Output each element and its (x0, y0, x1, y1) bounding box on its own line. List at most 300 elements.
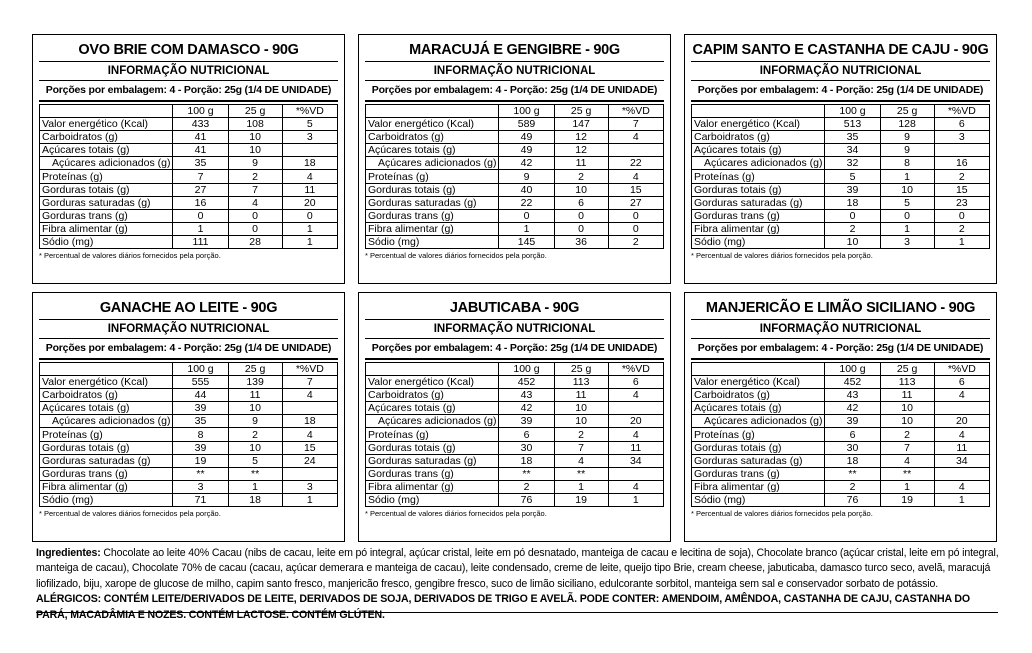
table-row (692, 157, 990, 170)
nutrient-value (282, 467, 337, 480)
nutrient-value: 5 (880, 196, 934, 209)
nutrient-value: 7 (554, 441, 608, 454)
nutrient-value: 4 (228, 196, 282, 209)
nutrient-label: Gorduras trans (g) (366, 209, 499, 222)
table-header-row (366, 105, 664, 118)
nutrient-label: Açúcares totais (g) (366, 144, 499, 157)
nutrient-label: Gorduras trans (g) (692, 467, 825, 480)
table-row (692, 209, 990, 222)
nutrient-value: 9 (880, 144, 934, 157)
table-row (40, 209, 338, 222)
nutrient-value: 39 (173, 402, 228, 415)
nutrient-value: 34 (608, 454, 663, 467)
table-row (40, 402, 338, 415)
nutrient-value: 6 (554, 196, 608, 209)
nutrient-value: 11 (608, 441, 663, 454)
table-row (40, 131, 338, 144)
nutrient-label: Carboidratos (g) (692, 389, 825, 402)
nutrient-value: 1 (934, 493, 989, 506)
table-row (692, 415, 990, 428)
table-row (366, 376, 664, 389)
table-row (692, 196, 990, 209)
nutrient-value: 12 (554, 131, 608, 144)
nutrient-value: 11 (228, 389, 282, 402)
nutrient-label: Fibra alimentar (g) (366, 480, 499, 493)
nutrient-label: Gorduras totais (g) (40, 183, 173, 196)
nutrient-value: 1 (282, 222, 337, 235)
info-heading: INFORMAÇÃO NUTRICIONAL (39, 62, 338, 81)
nutrient-value: 111 (173, 235, 228, 248)
nutrient-value: 9 (880, 131, 934, 144)
nutrition-panel (32, 292, 345, 542)
nutrient-value: 0 (554, 222, 608, 235)
nutrient-label: Gorduras saturadas (g) (40, 454, 173, 467)
nutrient-value: ** (554, 467, 608, 480)
nutrient-value: 555 (173, 376, 228, 389)
table-row (366, 235, 664, 248)
nutrient-value: 0 (608, 222, 663, 235)
table-row (366, 131, 664, 144)
nutrient-label: Gorduras totais (g) (366, 441, 499, 454)
nutrient-value: 34 (825, 144, 880, 157)
nutrient-value: 4 (282, 389, 337, 402)
portions-line: Porções por embalagem: 4 - Porção: 25g (1/4 DE UNIDADE) (365, 339, 664, 360)
nutrient-value: 5 (825, 170, 880, 183)
nutrient-value: 2 (825, 222, 880, 235)
nutrient-value: 35 (173, 415, 228, 428)
nutrient-value: 0 (825, 209, 880, 222)
nutrient-value: 43 (499, 389, 554, 402)
nutrient-value: 1 (880, 222, 934, 235)
nutrient-label: Gorduras totais (g) (692, 183, 825, 196)
nutrient-value: 10 (228, 144, 282, 157)
nutrient-value: 433 (173, 118, 228, 131)
nutrient-label: Carboidratos (g) (692, 131, 825, 144)
nutrient-label: Gorduras trans (g) (40, 209, 173, 222)
table-row (366, 118, 664, 131)
nutrient-value: 6 (825, 428, 880, 441)
nutrient-value: 10 (554, 415, 608, 428)
nutrient-value: 10 (825, 235, 880, 248)
nutrient-label: Fibra alimentar (g) (692, 222, 825, 235)
table-row (692, 118, 990, 131)
table-header-row (366, 363, 664, 376)
nutrient-value: 4 (934, 428, 989, 441)
column-header: 100 g (173, 105, 228, 118)
table-row (40, 493, 338, 506)
nutrient-value: 10 (228, 402, 282, 415)
nutrient-value: ** (825, 467, 880, 480)
nutrient-label: Valor energético (Kcal) (40, 376, 173, 389)
nutrient-label: Valor energético (Kcal) (692, 118, 825, 131)
nutrient-value: 108 (228, 118, 282, 131)
nutrient-label: Açúcares adicionados (g) (366, 157, 499, 170)
nutrient-label: Proteínas (g) (692, 428, 825, 441)
ingredients-label: Ingredientes: (36, 547, 101, 559)
nutrient-value: 39 (825, 183, 880, 196)
bottom-divider (36, 612, 998, 613)
table-row (366, 467, 664, 480)
nutrient-value: 4 (608, 480, 663, 493)
table-row (692, 222, 990, 235)
nutrient-label: Sódio (mg) (366, 493, 499, 506)
footnote: * Percentual de valores diários fornecidos pela porção. (39, 509, 221, 519)
nutrient-label: Açúcares adicionados (g) (692, 157, 825, 170)
column-header: 100 g (499, 363, 554, 376)
table-row (40, 118, 338, 131)
nutrient-value: 15 (608, 183, 663, 196)
nutrient-value: 7 (608, 118, 663, 131)
column-header: *%VD (934, 105, 989, 118)
column-header: 100 g (499, 105, 554, 118)
nutrient-label: Sódio (mg) (40, 235, 173, 248)
footnote: * Percentual de valores diários fornecidos pela porção. (365, 251, 547, 261)
nutrient-value (608, 467, 663, 480)
nutrient-label: Proteínas (g) (40, 170, 173, 183)
column-header: 25 g (228, 105, 282, 118)
nutrient-value: 10 (228, 131, 282, 144)
table-row (366, 441, 664, 454)
nutrition-table (39, 104, 338, 249)
nutrient-value: 40 (499, 183, 554, 196)
nutrient-value: 5 (282, 118, 337, 131)
nutrient-label: Gorduras saturadas (g) (366, 454, 499, 467)
nutrient-value (282, 402, 337, 415)
table-row (692, 441, 990, 454)
nutrient-label: Carboidratos (g) (366, 389, 499, 402)
nutrient-label: Proteínas (g) (366, 428, 499, 441)
nutrient-value: 19 (173, 454, 228, 467)
table-header-row (40, 105, 338, 118)
nutrient-value: 11 (934, 441, 989, 454)
nutrient-value: ** (880, 467, 934, 480)
nutrient-label: Fibra alimentar (g) (40, 222, 173, 235)
nutrient-value: 11 (282, 183, 337, 196)
nutrient-value: 0 (173, 209, 228, 222)
allergens-text: ALÉRGICOS: CONTÉM LEITE/DERIVADOS DE LEITE, DERIVADOS DE SOJA, DERIVADOS DE TRIGO E AVELÃ. PODE CONTER: AMENDOIM, AMÊNDOA, CASTANHA DE CAJU, CASTANHA DO PARÁ, MACADÂMIA E NOZES. CONTÉM LACTOSE. CONTÉM GLÚTEN. (36, 593, 971, 621)
table-row (40, 454, 338, 467)
nutrient-label: Valor energético (Kcal) (40, 118, 173, 131)
nutrient-value: 71 (173, 493, 228, 506)
ingredients-text: Chocolate ao leite 40% Cacau (nibs de cacau, leite em pó integral, açúcar cristal, leite em pó desnatado, manteiga de cacau e lecitina de soja), Chocolate branco (açúcar cristal, leite em pó integral, manteiga de cacau), Chocolate 70% de cacau (cacau, açúcar demerara e manteiga de cacau), leite condensado, creme de leite, queijo tipo Brie, cream cheese, jabuticaba, damasco turco seco, avelã, maracujá liofilizado, biju, xarope de glucose de milho, capim santo fresco, manjericão fresco, gengibre fresco, suco de limão siciliano, edulcorante sorbitol, manteiga sem sal e conservador sorbato de potássio. (36, 547, 999, 590)
nutrition-panel (32, 34, 345, 284)
nutrient-value: 3 (282, 131, 337, 144)
table-row (366, 183, 664, 196)
nutrient-value: 19 (554, 493, 608, 506)
table-row (366, 415, 664, 428)
nutrient-value: 20 (934, 415, 989, 428)
nutrient-value: 4 (608, 131, 663, 144)
portions-line: Porções por embalagem: 4 - Porção: 25g (1/4 DE UNIDADE) (39, 339, 338, 360)
nutrient-label: Gorduras saturadas (g) (692, 454, 825, 467)
nutrient-label: Gorduras saturadas (g) (366, 196, 499, 209)
table-row (40, 144, 338, 157)
nutrient-label: Açúcares adicionados (g) (692, 415, 825, 428)
nutrient-value: 1 (282, 493, 337, 506)
nutrient-value: 10 (554, 402, 608, 415)
table-row (40, 235, 338, 248)
table-row (692, 376, 990, 389)
nutrition-panel (358, 34, 671, 284)
nutrient-value: 589 (499, 118, 554, 131)
nutrient-label: Gorduras saturadas (g) (692, 196, 825, 209)
nutrient-label: Sódio (mg) (366, 235, 499, 248)
table-row (692, 170, 990, 183)
table-row (40, 170, 338, 183)
table-row (366, 454, 664, 467)
nutrient-label: Gorduras totais (g) (366, 183, 499, 196)
column-header: *%VD (282, 363, 337, 376)
nutrient-value: 7 (282, 376, 337, 389)
table-row (366, 196, 664, 209)
nutrient-value (934, 144, 989, 157)
column-header (366, 363, 499, 376)
nutrient-value: 15 (934, 183, 989, 196)
nutrient-value: 3 (934, 131, 989, 144)
info-heading: INFORMAÇÃO NUTRICIONAL (365, 62, 664, 81)
nutrient-value: 76 (499, 493, 554, 506)
nutrient-value: 113 (554, 376, 608, 389)
table-row (40, 196, 338, 209)
nutrient-value: 7 (228, 183, 282, 196)
nutrient-label: Fibra alimentar (g) (692, 480, 825, 493)
table-row (40, 415, 338, 428)
nutrition-table (365, 104, 664, 249)
nutrient-label: Proteínas (g) (692, 170, 825, 183)
nutrition-table (39, 362, 338, 507)
nutrient-value: ** (228, 467, 282, 480)
table-row (366, 222, 664, 235)
table-row (40, 441, 338, 454)
nutrient-label: Carboidratos (g) (40, 389, 173, 402)
table-row (40, 183, 338, 196)
nutrient-value: 3 (282, 480, 337, 493)
column-header (366, 105, 499, 118)
nutrient-value: 1 (499, 222, 554, 235)
column-header (40, 105, 173, 118)
nutrient-value: 4 (880, 454, 934, 467)
nutrient-value: 10 (228, 441, 282, 454)
table-row (692, 428, 990, 441)
nutrient-value: 4 (554, 454, 608, 467)
nutrient-value: 2 (554, 170, 608, 183)
product-title: OVO BRIE COM DAMASCO - 90G (39, 39, 338, 62)
table-row (692, 467, 990, 480)
nutrient-label: Gorduras totais (g) (692, 441, 825, 454)
table-row (40, 389, 338, 402)
table-row (366, 209, 664, 222)
table-row (366, 144, 664, 157)
nutrient-value: 18 (499, 454, 554, 467)
nutrient-value: 128 (880, 118, 934, 131)
column-header: *%VD (934, 363, 989, 376)
nutrient-value: 28 (228, 235, 282, 248)
nutrient-value: 2 (825, 480, 880, 493)
nutrient-value: 2 (934, 222, 989, 235)
nutrient-value: 139 (228, 376, 282, 389)
table-row (692, 480, 990, 493)
portions-line: Porções por embalagem: 4 - Porção: 25g (1/4 DE UNIDADE) (365, 81, 664, 102)
nutrient-value: 0 (282, 209, 337, 222)
portions-line: Porções por embalagem: 4 - Porção: 25g (1/4 DE UNIDADE) (39, 81, 338, 102)
table-row (692, 454, 990, 467)
nutrient-label: Proteínas (g) (40, 428, 173, 441)
nutrient-label: Sódio (mg) (692, 235, 825, 248)
nutrient-value: 34 (934, 454, 989, 467)
nutrient-value: 42 (499, 402, 554, 415)
nutrient-value: 113 (880, 376, 934, 389)
nutrient-value: 0 (880, 209, 934, 222)
nutrient-label: Açúcares adicionados (g) (40, 157, 173, 170)
nutrient-value (934, 467, 989, 480)
nutrient-value: 39 (825, 415, 880, 428)
nutrient-label: Valor energético (Kcal) (366, 118, 499, 131)
nutrient-value: 10 (880, 402, 934, 415)
table-row (40, 222, 338, 235)
nutrient-value: 10 (880, 415, 934, 428)
info-heading: INFORMAÇÃO NUTRICIONAL (39, 320, 338, 339)
nutrient-value: 2 (934, 170, 989, 183)
nutrient-value: 18 (282, 415, 337, 428)
portions-line: Porções por embalagem: 4 - Porção: 25g (1/4 DE UNIDADE) (691, 339, 990, 360)
nutrient-label: Açúcares totais (g) (692, 144, 825, 157)
table-row (366, 402, 664, 415)
product-title: JABUTICABA - 90G (365, 297, 664, 320)
product-title: MARACUJÁ E GENGIBRE - 90G (365, 39, 664, 62)
column-header: *%VD (282, 105, 337, 118)
nutrient-value: 42 (499, 157, 554, 170)
footnote: * Percentual de valores diários fornecidos pela porção. (39, 251, 221, 261)
product-title: MANJERICÃO E LIMÃO SICILIANO - 90G (691, 297, 990, 320)
nutrient-value: 8 (880, 157, 934, 170)
nutrient-value: 9 (499, 170, 554, 183)
nutrient-value: 18 (228, 493, 282, 506)
nutrient-value: 0 (554, 209, 608, 222)
table-row (366, 493, 664, 506)
info-heading: INFORMAÇÃO NUTRICIONAL (691, 320, 990, 339)
footnote: * Percentual de valores diários fornecidos pela porção. (691, 509, 873, 519)
nutrient-value: 16 (173, 196, 228, 209)
nutrition-panel (358, 292, 671, 542)
nutrition-panel (684, 292, 997, 542)
nutrient-value: 0 (228, 222, 282, 235)
nutrient-label: Açúcares adicionados (g) (40, 415, 173, 428)
table-row (692, 402, 990, 415)
nutrient-value (608, 402, 663, 415)
nutrient-value: 7 (173, 170, 228, 183)
column-header: *%VD (608, 105, 663, 118)
nutrient-value: 39 (499, 415, 554, 428)
nutrient-label: Açúcares totais (g) (40, 402, 173, 415)
nutrient-value: 0 (228, 209, 282, 222)
nutrition-table (691, 104, 990, 249)
nutrient-value: 9 (228, 157, 282, 170)
nutrient-value: 147 (554, 118, 608, 131)
nutrient-value: 0 (608, 209, 663, 222)
nutrient-label: Açúcares totais (g) (366, 402, 499, 415)
nutrient-label: Fibra alimentar (g) (40, 480, 173, 493)
nutrient-value: 22 (608, 157, 663, 170)
nutrient-value: 6 (934, 376, 989, 389)
nutrient-value: 22 (499, 196, 554, 209)
nutrient-value: 9 (228, 415, 282, 428)
nutrient-value: 2 (499, 480, 554, 493)
nutrient-value: 27 (173, 183, 228, 196)
nutrient-value: 145 (499, 235, 554, 248)
nutrient-value: 0 (934, 209, 989, 222)
nutrient-value: 2 (554, 428, 608, 441)
nutrient-value: 39 (173, 441, 228, 454)
info-heading: INFORMAÇÃO NUTRICIONAL (691, 62, 990, 81)
nutrient-value: ** (499, 467, 554, 480)
column-header: 25 g (880, 363, 934, 376)
table-row (692, 235, 990, 248)
nutrient-label: Proteínas (g) (366, 170, 499, 183)
table-header-row (692, 363, 990, 376)
nutrient-label: Valor energético (Kcal) (692, 376, 825, 389)
nutrient-label: Valor energético (Kcal) (366, 376, 499, 389)
table-row (366, 170, 664, 183)
nutrient-value: 43 (825, 389, 880, 402)
nutrient-value: 12 (554, 144, 608, 157)
table-row (692, 183, 990, 196)
nutrient-value: 11 (554, 389, 608, 402)
column-header: 25 g (228, 363, 282, 376)
nutrient-value: 4 (282, 428, 337, 441)
nutrient-value: 24 (282, 454, 337, 467)
table-row (692, 493, 990, 506)
table-row (40, 428, 338, 441)
nutrient-value: 2 (228, 428, 282, 441)
nutrient-value: 1 (880, 480, 934, 493)
nutrient-value: 1 (934, 235, 989, 248)
nutrient-value: 41 (173, 144, 228, 157)
nutrient-value: 1 (554, 480, 608, 493)
nutrient-value: 0 (499, 209, 554, 222)
table-row (366, 428, 664, 441)
column-header: 100 g (825, 105, 880, 118)
nutrient-label: Açúcares adicionados (g) (366, 415, 499, 428)
nutrient-value: 2 (228, 170, 282, 183)
nutrient-value: 41 (173, 131, 228, 144)
nutrient-value: 8 (173, 428, 228, 441)
nutrient-label: Açúcares totais (g) (40, 144, 173, 157)
column-header: 25 g (880, 105, 934, 118)
nutrient-value: 10 (554, 183, 608, 196)
nutrient-value: 30 (499, 441, 554, 454)
nutrient-value: 4 (934, 480, 989, 493)
nutrient-value: 42 (825, 402, 880, 415)
nutrient-value: 3 (173, 480, 228, 493)
nutrient-value: 11 (554, 157, 608, 170)
nutrient-value: 36 (554, 235, 608, 248)
footnote: * Percentual de valores diários fornecidos pela porção. (365, 509, 547, 519)
nutrient-value: 1 (282, 235, 337, 248)
table-row (366, 389, 664, 402)
nutrient-value: 1 (173, 222, 228, 235)
product-title: CAPIM SANTO E CASTANHA DE CAJU - 90G (691, 39, 990, 62)
nutrient-value: 20 (282, 196, 337, 209)
column-header (692, 105, 825, 118)
column-header (692, 363, 825, 376)
nutrient-value: 6 (934, 118, 989, 131)
nutrient-value: 44 (173, 389, 228, 402)
nutrient-value: 27 (608, 196, 663, 209)
nutrient-value: 5 (228, 454, 282, 467)
column-header (40, 363, 173, 376)
nutrient-value: 23 (934, 196, 989, 209)
nutrient-value: 4 (608, 170, 663, 183)
